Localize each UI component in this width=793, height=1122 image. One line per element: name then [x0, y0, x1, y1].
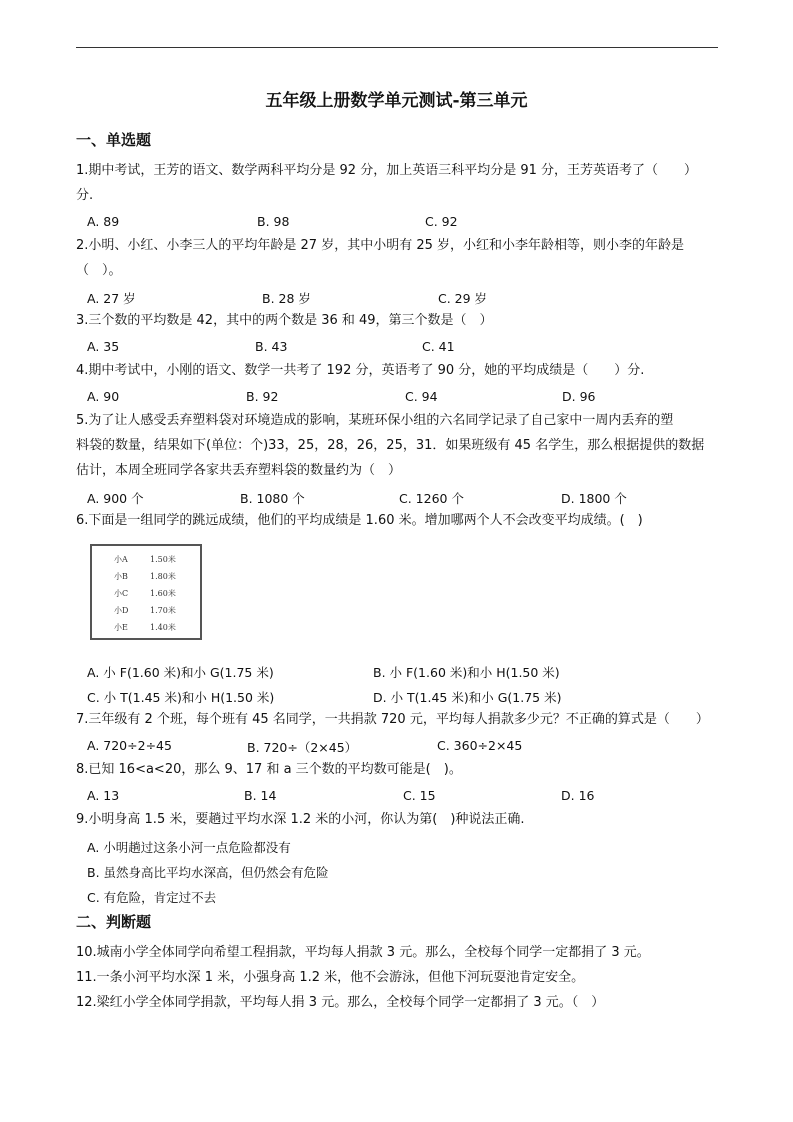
student-name: 小A	[114, 555, 128, 564]
q8-option-c[interactable]: C. 15	[403, 788, 436, 803]
q8-option-d[interactable]: D. 16	[561, 788, 595, 803]
question-6: 6.下面是一组同学的跳远成绩，他们的平均成绩是 1.60 米。增加哪两个人不会改变平均成绩。( )	[76, 513, 643, 528]
jump-result: 1.70米	[150, 606, 176, 615]
q3-option-c[interactable]: C. 41	[422, 339, 455, 354]
student-name: 小E	[114, 623, 128, 632]
question-2: 2.小明、小红、小李三人的平均年龄是 27 岁，其中小明有 25 岁，小红和小李年龄相等，则小李的年龄是	[76, 238, 685, 253]
q1-option-a[interactable]: A. 89	[87, 214, 120, 229]
q3-option-a[interactable]: A. 35	[87, 339, 120, 354]
q8-option-a[interactable]: A. 13	[87, 788, 120, 803]
q4-option-d[interactable]: D. 96	[562, 389, 596, 404]
q2-option-a[interactable]: A. 27 岁	[87, 291, 136, 306]
q6-option-b[interactable]: B. 小 F(1.60 米)和小 H(1.50 米)	[373, 665, 560, 680]
question-10: 10.城南小学全体同学向希望工程捐款，平均每人捐款 3 元。那么，全校每个同学一定都捐了 3 元。	[76, 945, 650, 960]
q5-option-b[interactable]: B. 1080 个	[240, 491, 305, 506]
q5-option-d[interactable]: D. 1800 个	[561, 491, 627, 506]
jump-result: 1.80米	[150, 572, 176, 581]
long-jump-table	[90, 544, 202, 640]
q5-option-c[interactable]: C. 1260 个	[399, 491, 464, 506]
q3-option-b[interactable]: B. 43	[255, 339, 288, 354]
jump-result: 1.60米	[150, 589, 176, 598]
student-name: 小B	[114, 572, 128, 581]
question-3: 3.三个数的平均数是 42，其中的两个数是 36 和 49，第三个数是（ ）	[76, 313, 493, 328]
q2-option-c[interactable]: C. 29 岁	[438, 291, 488, 306]
jump-result: 1.50米	[150, 555, 176, 564]
question-1: 1.期中考试，王芳的语文、数学两科平均分是 92 分，加上英语三科平均分是 91 分，王芳英语考了（ ）	[76, 163, 698, 178]
q4-option-a[interactable]: A. 90	[87, 389, 120, 404]
q2-option-b[interactable]: B. 28 岁	[262, 291, 311, 306]
question-5: 5.为了让人感受丢弃塑料袋对环境造成的影响，某班环保小组的六名同学记录了自己家中一周内丢弃的塑	[76, 413, 674, 428]
q7-option-a[interactable]: A. 720÷2÷45	[87, 738, 172, 753]
q7-option-c[interactable]: C. 360÷2×45	[437, 738, 523, 753]
student-name: 小C	[114, 589, 129, 598]
q4-option-c[interactable]: C. 94	[405, 389, 438, 404]
page-title: 五年级上册数学单元测试-第三单元	[265, 91, 528, 111]
section-heading-true-false: 二、判断题	[76, 913, 152, 931]
section-heading-single-choice: 一、单选题	[76, 131, 152, 149]
question-12: 12.梁红小学全体同学捐款，平均每人捐 3 元。那么，全校每个同学一定都捐了 3 元。（ ）	[76, 995, 605, 1010]
q6-option-c[interactable]: C. 小 T(1.45 米)和小 H(1.50 米)	[87, 690, 275, 705]
q8-option-b[interactable]: B. 14	[244, 788, 277, 803]
jump-result: 1.40米	[150, 623, 176, 632]
question-5-continuation-2: 估计，本周全班同学各家共丢弃塑料袋的数量约为（ ）	[76, 463, 402, 478]
question-11: 11.一条小河平均水深 1 米，小强身高 1.2 米，他不会游泳，但他下河玩耍池肯定安全。	[76, 970, 585, 985]
q4-option-b[interactable]: B. 92	[246, 389, 279, 404]
question-1-continuation: 分.	[76, 188, 94, 203]
question-4: 4.期中考试中，小刚的语文、数学一共考了 192 分，英语考了 90 分，她的平均成绩是（ ）分.	[76, 363, 645, 378]
q7-option-b[interactable]: B. 720÷（2×45）	[247, 740, 358, 755]
question-7: 7.三年级有 2 个班，每个班有 45 名同学，一共捐款 720 元，平均每人捐款多少元？不正确的算式是（ ）	[76, 712, 709, 727]
q9-option-b[interactable]: B. 虽然身高比平均水深高，但仍然会有危险	[87, 865, 329, 880]
header-rule	[76, 47, 718, 48]
q9-option-a[interactable]: A. 小明趟过这条小河一点危险都没有	[87, 840, 291, 855]
q6-option-a[interactable]: A. 小 F(1.60 米)和小 G(1.75 米)	[87, 665, 274, 680]
question-5-continuation: 料袋的数量，结果如下(单位：个)33，25，28，26，25，31．如果班级有 45 名学生，那么根据提供的数据	[76, 438, 705, 453]
student-name: 小D	[114, 606, 129, 615]
q6-option-d[interactable]: D. 小 T(1.45 米)和小 G(1.75 米)	[373, 690, 562, 705]
q5-option-a[interactable]: A. 900 个	[87, 491, 144, 506]
question-9: 9.小明身高 1.5 米，要趟过平均水深 1.2 米的小河，你认为第( )种说法正确.	[76, 812, 525, 827]
q1-option-c[interactable]: C. 92	[425, 214, 458, 229]
q9-option-c[interactable]: C. 有危险，肯定过不去	[87, 890, 217, 905]
question-2-continuation: （ ）。	[76, 263, 122, 278]
q1-option-b[interactable]: B. 98	[257, 214, 290, 229]
question-8: 8.已知 16<a<20，那么 9、17 和 a 三个数的平均数可能是( )。	[76, 762, 462, 777]
